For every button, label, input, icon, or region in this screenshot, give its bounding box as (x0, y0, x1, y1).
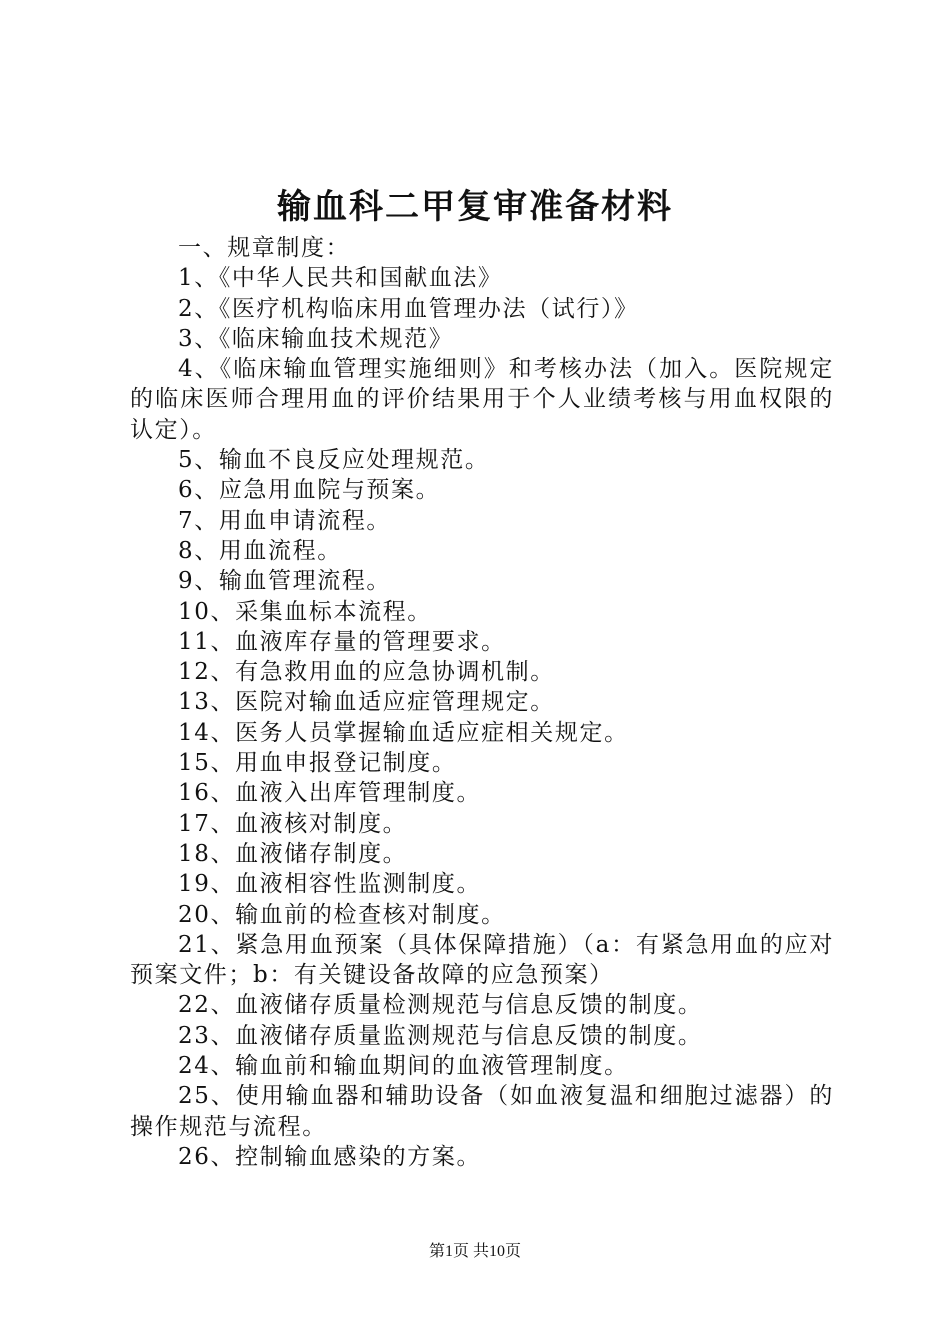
list-item: 15、用血申报登记制度。 (178, 750, 457, 777)
list-item: 3、《临床输血技术规范》 (178, 325, 454, 352)
list-item: 1、《中华人民共和国献血法》 (178, 265, 503, 292)
page-footer: 第1页 共10页 (428, 1243, 521, 1260)
list-item: 19、血液相容性监测制度。 (178, 871, 482, 898)
document-body (130, 233, 834, 1172)
list-item: 9、输血管理流程。 (178, 568, 392, 595)
list-item: 26、控制输血感染的方案。 (178, 1143, 482, 1170)
list-item: 13、医院对输血适应症管理规定。 (178, 689, 555, 716)
list-item: 11、血液库存量的管理要求。 (178, 628, 506, 655)
list-item: 23、血液储存质量监测规范与信息反馈的制度。 (178, 1022, 703, 1049)
list-item: 4、《临床输血管理实施细则》和考核办法（加入。医院规定的临床医师合理用血的评价结果用于个人业绩考核与用血权限的认定）。 (130, 356, 834, 443)
list-item: 25、使用输血器和辅助设备（如血液复温和细胞过滤器）的操作规范与流程。 (130, 1083, 834, 1140)
list-item: 10、采集血标本流程。 (178, 598, 432, 625)
list-item: 7、用血申请流程。 (178, 507, 392, 534)
list-item: 12、有急救用血的应急协调机制。 (178, 659, 555, 686)
list-item: 6、应急用血院与预案。 (178, 477, 441, 504)
list-item: 2、《医疗机构临床用血管理办法（试行）》 (178, 295, 639, 322)
list-item: 5、输血不良反应处理规范。 (178, 447, 490, 474)
list-item: 14、医务人员掌握输血适应症相关规定。 (178, 719, 629, 746)
list-item: 20、输血前的检查核对制度。 (178, 901, 506, 928)
section-heading: 一、规章制度： (178, 235, 351, 261)
list-item: 8、用血流程。 (178, 537, 342, 564)
list-item: 16、血液入出库管理制度。 (178, 780, 482, 807)
list-item: 18、血液储存制度。 (178, 840, 408, 867)
list-item: 17、血液核对制度。 (178, 810, 408, 837)
list-item: 24、输血前和输血期间的血液管理制度。 (178, 1053, 629, 1080)
list-item: 22、血液储存质量检测规范与信息反馈的制度。 (178, 992, 703, 1019)
list-item: 21、紧急用血预案（具体保障措施）（a：有紧急用血的应对预案文件；b：有关键设备故障的应急预案） (130, 931, 834, 989)
document-title: 输血科二甲复审准备材料 (277, 187, 673, 227)
